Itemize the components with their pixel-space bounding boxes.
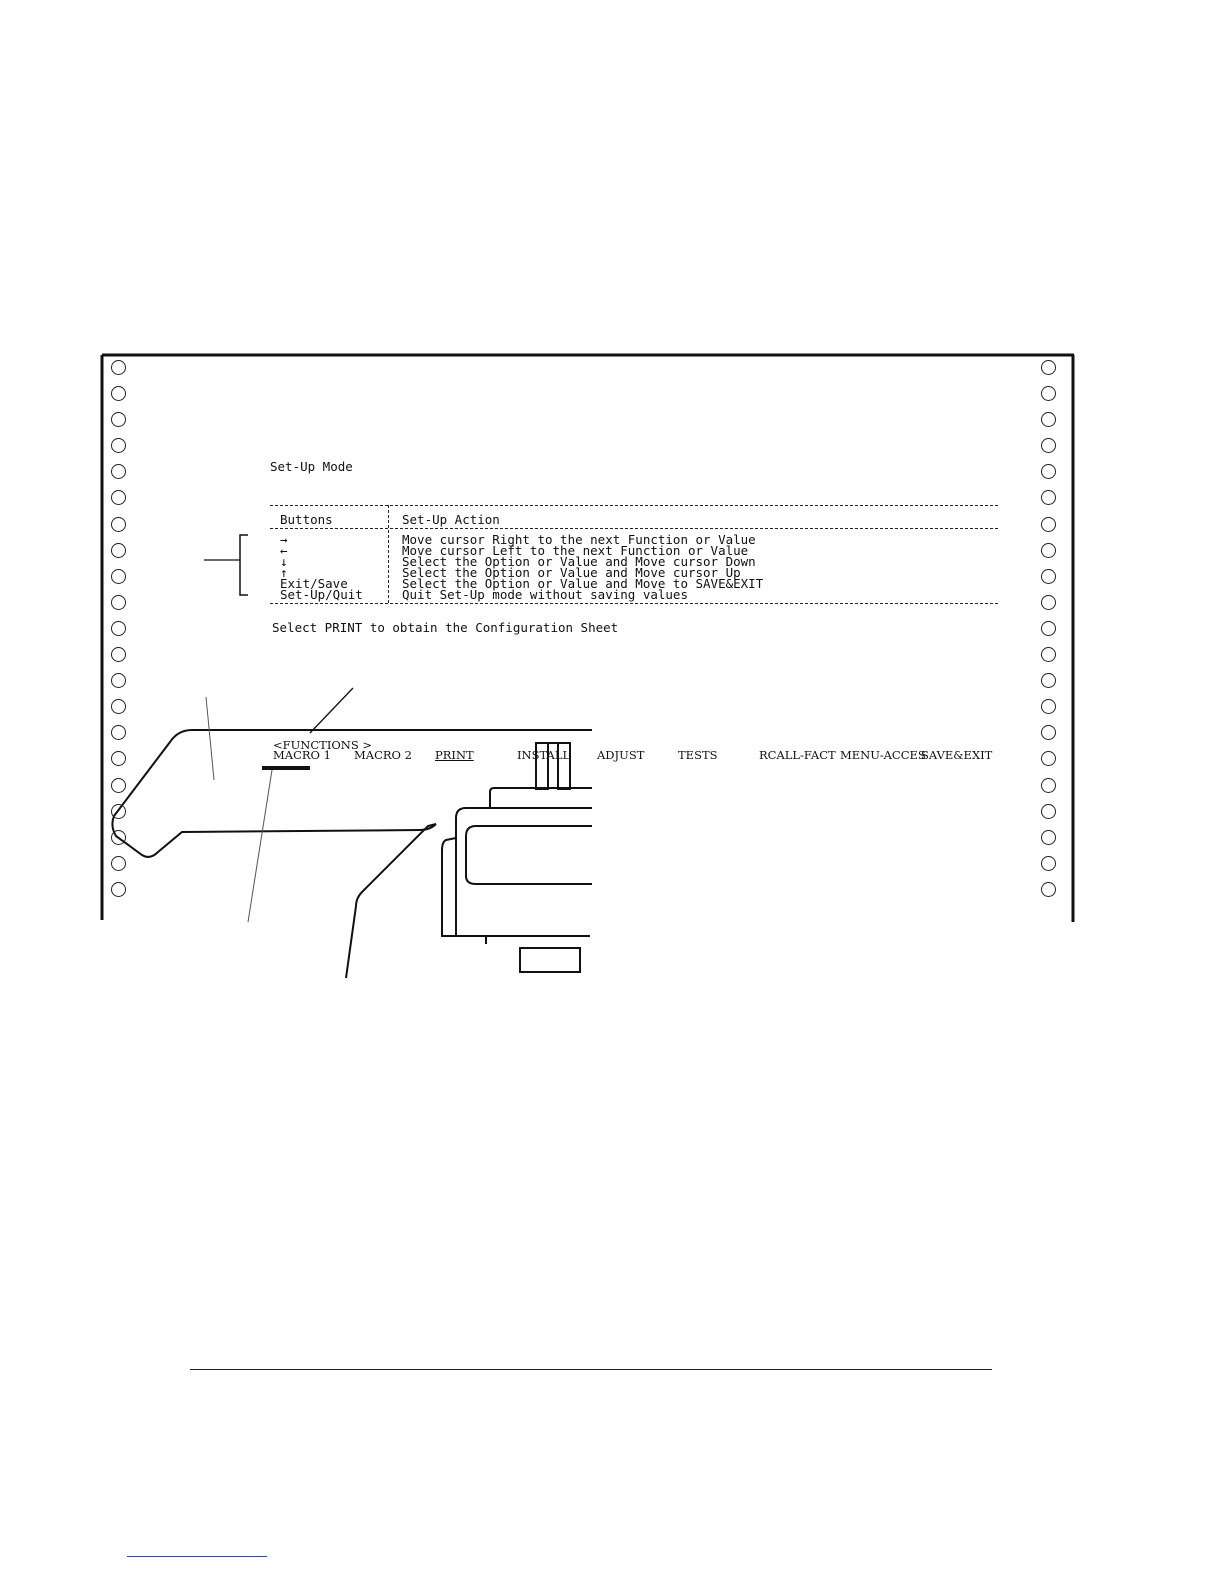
buttons-bracket xyxy=(240,535,248,595)
right-tractor-holes xyxy=(1041,360,1061,908)
button-action-table xyxy=(280,534,763,600)
functions-header: <FUNCTIONS > xyxy=(273,738,373,752)
printhead-body xyxy=(456,808,592,936)
button-cell: ← xyxy=(280,543,288,558)
action-cell: Select the Option or Value and Move cursor Down xyxy=(402,554,756,569)
action-cell: Move cursor Right to the next Function or Value xyxy=(402,532,756,547)
function-macro-2[interactable]: MACRO 2 xyxy=(354,748,412,762)
button-cell: → xyxy=(280,532,288,547)
cursor-callout-line xyxy=(248,770,272,922)
table-header-rule xyxy=(270,528,998,529)
action-cell: Select the Option or Value and Move to SAVE&EXIT xyxy=(402,576,764,591)
function-adjust[interactable]: ADJUST xyxy=(597,748,645,762)
action-cell: Move cursor Left to the next Function or Value xyxy=(402,543,749,558)
function-macro-1[interactable]: MACRO 1 xyxy=(273,748,331,762)
table-top-rule xyxy=(270,505,998,506)
table-bottom-rule xyxy=(270,603,998,604)
function-tests[interactable]: TESTS xyxy=(678,748,718,762)
button-cell: ↓ xyxy=(280,554,288,569)
functions-callout-line xyxy=(310,688,353,733)
header-buttons: Buttons xyxy=(280,512,333,527)
screen-title: Set-Up Mode xyxy=(270,459,353,474)
action-cell: Select the Option or Value and Move cursor Up xyxy=(402,565,741,580)
printhead-top-step xyxy=(490,788,592,808)
action-cell: Quit Set-Up mode without saving values xyxy=(402,587,688,602)
left-tractor-holes xyxy=(111,360,131,908)
function-menu-acces[interactable]: MENU-ACCES xyxy=(840,748,926,762)
function-install[interactable]: INSTALL xyxy=(517,748,571,762)
footer-link-underline[interactable] xyxy=(127,1556,267,1557)
carriage-arm xyxy=(346,824,436,978)
config-sheet-hint: Select PRINT to obtain the Configuration Sheet xyxy=(272,620,619,635)
function-save-exit[interactable]: SAVE&EXIT xyxy=(921,748,993,762)
button-cell: ↑ xyxy=(280,565,288,580)
function-print[interactable]: PRINT xyxy=(435,748,474,762)
printhead-window xyxy=(520,948,580,972)
header-setup-action: Set-Up Action xyxy=(402,512,500,527)
functions-menu xyxy=(273,748,1003,764)
function-rcall-fact[interactable]: RCALL-FACT xyxy=(759,748,836,762)
printhead-inner xyxy=(466,826,592,884)
button-cell: Set-Up/Quit xyxy=(280,587,363,602)
bail-callout-line xyxy=(206,697,214,780)
printhead-left-wall xyxy=(442,838,456,936)
footer-rule xyxy=(190,1369,992,1370)
button-cell: Exit/Save xyxy=(280,576,348,591)
